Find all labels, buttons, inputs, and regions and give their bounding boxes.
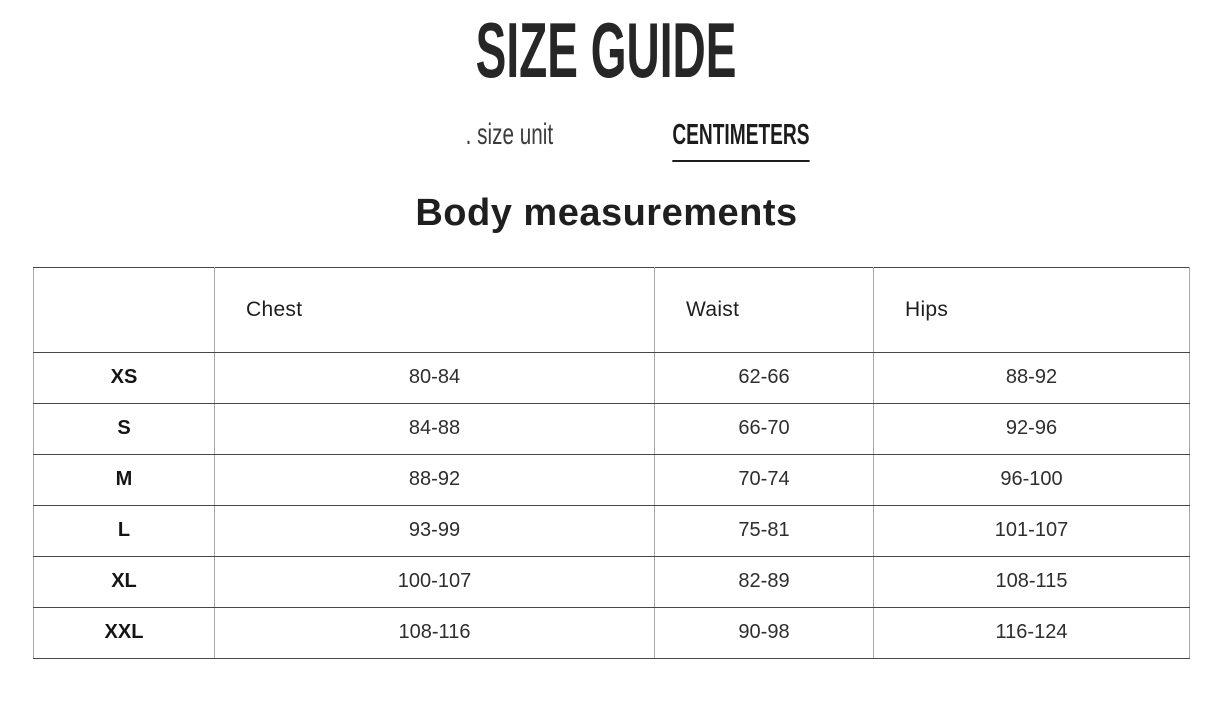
header-row [34, 267, 1190, 352]
waist-value-cell: 70-74 [655, 454, 874, 505]
waist-value-cell: 90-98 [655, 607, 874, 658]
unit-tab-centimeters[interactable]: CENTIMETERS [672, 121, 809, 162]
table-row [34, 556, 1190, 607]
chest-value-cell: 108-116 [215, 607, 655, 658]
hips-value-cell: 101-107 [874, 505, 1190, 556]
size-label-cell: M [34, 454, 215, 505]
size-label-cell: S [34, 403, 215, 454]
table-row [34, 352, 1190, 403]
hips-value-cell: 116-124 [874, 607, 1190, 658]
table-wrap [33, 267, 1213, 659]
col-header-hips: Hips [874, 267, 1190, 352]
page-title: SIZE GUIDE [476, 6, 737, 94]
section-heading: Body measurements [415, 192, 798, 234]
size-table [33, 267, 1190, 659]
hips-value-cell: 96-100 [874, 454, 1190, 505]
chest-value-cell: 100-107 [215, 556, 655, 607]
hips-value-cell: 88-92 [874, 352, 1190, 403]
title-wrap [0, 6, 1213, 94]
table-row [34, 454, 1190, 505]
waist-value-cell: 62-66 [655, 352, 874, 403]
size-label-cell: XL [34, 556, 215, 607]
hips-value-cell: 108-115 [874, 556, 1190, 607]
waist-value-cell: 66-70 [655, 403, 874, 454]
waist-value-cell: 82-89 [655, 556, 874, 607]
waist-value-cell: 75-81 [655, 505, 874, 556]
col-header-chest: Chest [215, 267, 655, 352]
size-label-cell: L [34, 505, 215, 556]
chest-value-cell: 93-99 [215, 505, 655, 556]
table-row [34, 607, 1190, 658]
table-row [34, 505, 1190, 556]
table-row [34, 403, 1190, 454]
size-unit-label: . size unit [465, 118, 554, 151]
chest-value-cell: 80-84 [215, 352, 655, 403]
chest-value-cell: 88-92 [215, 454, 655, 505]
chest-value-cell: 84-88 [215, 403, 655, 454]
size-label-cell: XS [34, 352, 215, 403]
unit-selector-row [39, 120, 1213, 162]
col-header-waist: Waist [655, 267, 874, 352]
col-header-size [34, 267, 215, 352]
hips-value-cell: 92-96 [874, 403, 1190, 454]
size-label-cell: XXL [34, 607, 215, 658]
